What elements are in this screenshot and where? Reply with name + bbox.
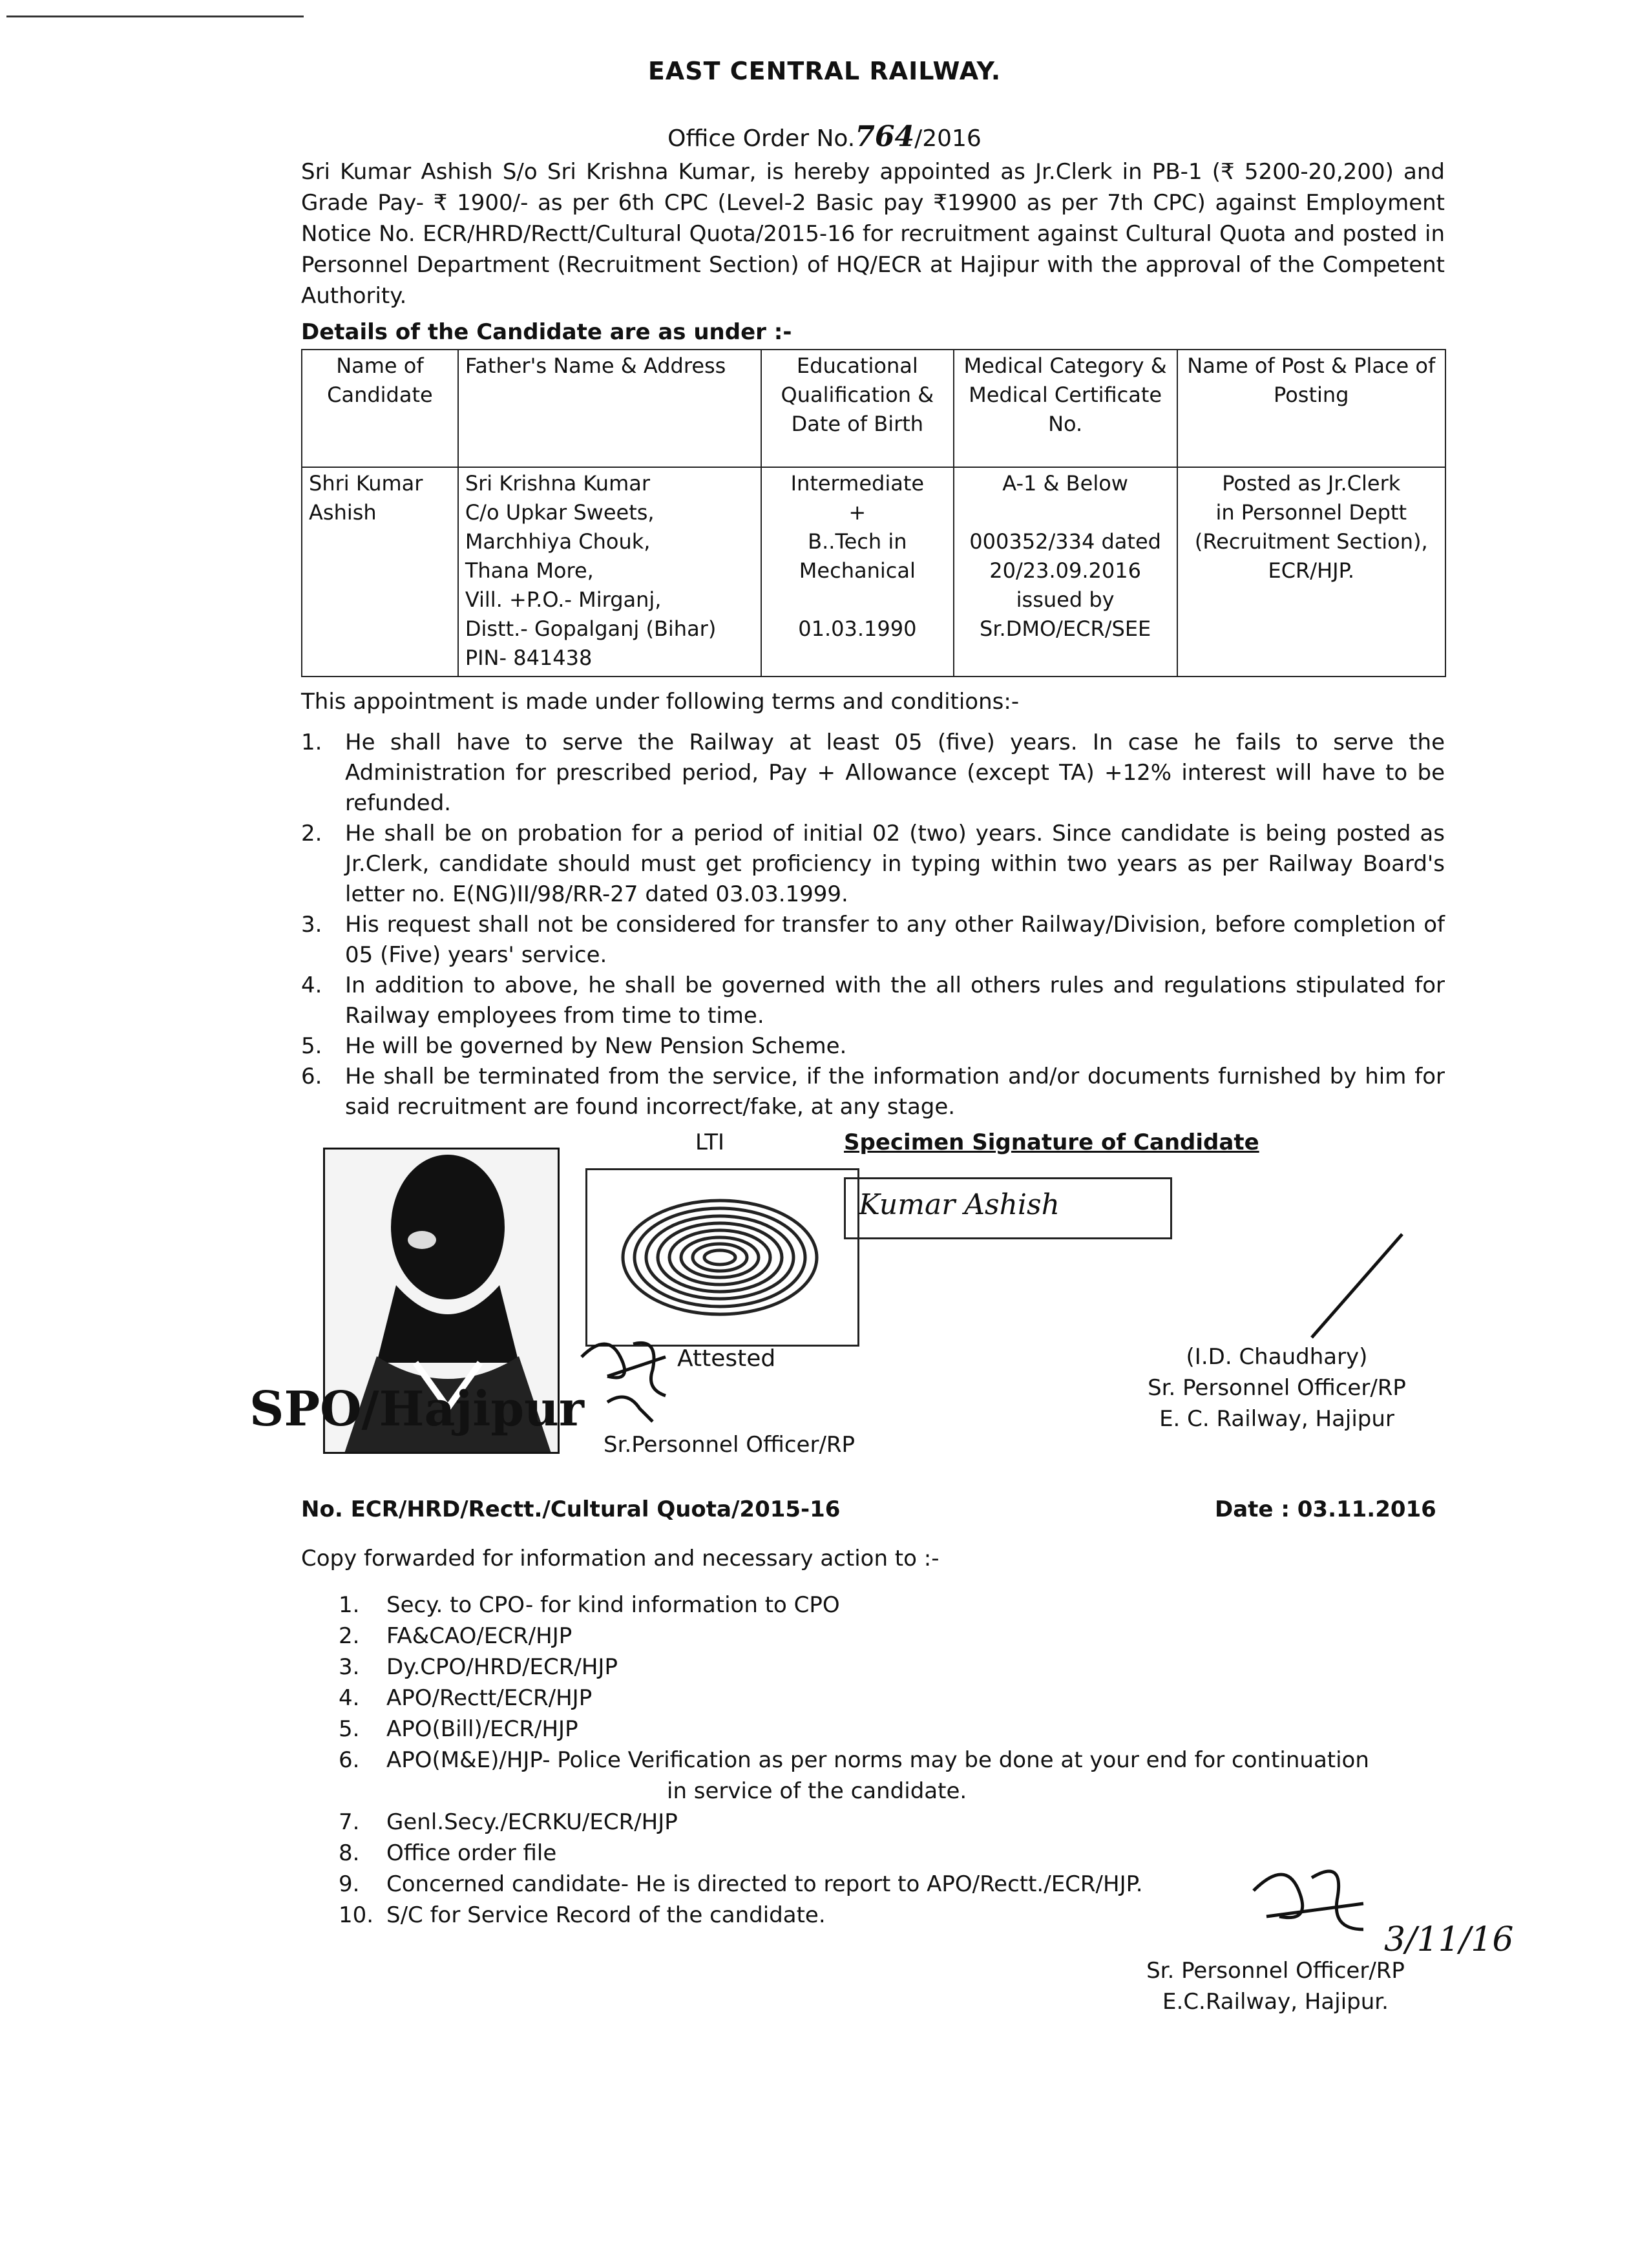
authority-place: E. C. Railway, Hajipur bbox=[1159, 1406, 1394, 1432]
table-header-post: Name of Post & Place of Posting bbox=[1177, 350, 1445, 467]
cell-education-dob: Intermediate + B..Tech in Mechanical 01.03.1990 bbox=[761, 467, 954, 677]
authority-designation: Sr. Personnel Officer/RP bbox=[1148, 1375, 1406, 1401]
list-item-number: 2. bbox=[301, 821, 322, 846]
list-item-text: Genl.Secy./ECRKU/ECR/HJP bbox=[386, 1809, 678, 1835]
list-item bbox=[301, 728, 1445, 819]
authority-name: (I.D. Chaudhary) bbox=[1186, 1344, 1368, 1370]
list-item-number: 1. bbox=[339, 1592, 360, 1618]
list-item-number: 7. bbox=[339, 1809, 360, 1835]
fingerprint-icon bbox=[587, 1170, 857, 1345]
list-item-continuation: in service of the candidate. bbox=[667, 1778, 967, 1804]
office-order-number bbox=[0, 120, 1649, 153]
list-item-number: 4. bbox=[301, 972, 322, 998]
list-item-number: 2. bbox=[339, 1623, 360, 1649]
forwarding-signatory-block bbox=[1140, 1955, 1411, 2017]
list-item-number: 1. bbox=[301, 730, 322, 755]
list-item bbox=[339, 1621, 1450, 1652]
list-item-text: Dy.CPO/HRD/ECR/HJP bbox=[386, 1654, 618, 1680]
list-item-number: 9. bbox=[339, 1871, 360, 1897]
table-row bbox=[302, 467, 1445, 677]
list-item-text: APO(Bill)/ECR/HJP bbox=[386, 1716, 578, 1742]
list-item-text: He shall be on probation for a period of initial 02 (two) years. Since candidate is being posted as Jr.Clerk, candidate should must get proficiency in typing within two years as per Railway Board's letter no. E(NG)II/98/RR-27 dated 03.03.1999. bbox=[345, 821, 1445, 907]
cell-medical: A-1 & Below 000352/334 dated 20/23.09.2016 issued by Sr.DMO/ECR/SEE bbox=[954, 467, 1177, 677]
terms-intro: This appointment is made under following terms and conditions:- bbox=[301, 689, 1020, 715]
authority-signature-icon bbox=[1299, 1228, 1415, 1344]
order-number-handwritten: 764 bbox=[855, 120, 915, 153]
list-item-number: 5. bbox=[339, 1716, 360, 1742]
attested-label: Attested bbox=[677, 1345, 776, 1372]
signatory-place: E.C.Railway, Hajipur. bbox=[1162, 1989, 1389, 2015]
attesting-officer-signature-icon bbox=[569, 1331, 678, 1428]
handwritten-date: 3/11/16 bbox=[1384, 1920, 1514, 1959]
list-item bbox=[339, 1714, 1450, 1745]
list-item-text: His request shall not be considered for transfer to any other Railway/Division, before completion of 05 (Five) years' service. bbox=[345, 912, 1445, 968]
list-item-number: 10. bbox=[339, 1902, 374, 1928]
list-item bbox=[301, 819, 1445, 910]
order-suffix: /2016 bbox=[914, 125, 982, 152]
cell-post: Posted as Jr.Clerk in Personnel Deptt (Recruitment Section), ECR/HJP. bbox=[1177, 467, 1445, 677]
table-header-medical: Medical Category & Medical Certificate No. bbox=[954, 350, 1177, 467]
list-item bbox=[301, 1062, 1445, 1122]
list-item-text: APO(M&E)/HJP- Police Verification as per norms may be done at your end for continuation bbox=[386, 1747, 1369, 1773]
list-item-number: 5. bbox=[301, 1033, 322, 1059]
list-item-number: 6. bbox=[339, 1747, 360, 1773]
list-item-number: 6. bbox=[301, 1064, 322, 1089]
list-item bbox=[339, 1652, 1450, 1683]
candidate-details-table bbox=[301, 349, 1446, 677]
list-item bbox=[339, 1590, 1450, 1621]
order-prefix: Office Order No. bbox=[667, 125, 856, 152]
table-header-education: Educational Qualification & Date of Birth bbox=[761, 350, 954, 467]
signatory-designation: Sr. Personnel Officer/RP bbox=[1146, 1958, 1405, 1984]
list-item bbox=[301, 971, 1445, 1031]
specimen-signature-box bbox=[844, 1177, 1172, 1239]
thumb-impression-box bbox=[585, 1168, 859, 1347]
copy-forwarded-intro: Copy forwarded for information and necessary action to :- bbox=[301, 1546, 940, 1571]
spo-hajipur-stamp: SPO/Hajipur bbox=[249, 1381, 584, 1437]
list-item-number: 3. bbox=[301, 912, 322, 938]
lti-label: LTI bbox=[695, 1129, 725, 1155]
reference-number: No. ECR/HRD/Rectt./Cultural Quota/2015-16 bbox=[301, 1496, 841, 1522]
forwarding-signature-icon bbox=[1241, 1858, 1370, 1942]
appointment-paragraph: Sri Kumar Ashish S/o Sri Krishna Kumar, is hereby appointed as Jr.Clerk in PB-1 (₹ 5200-20,200) and Grade Pay- ₹ 1900/- as per 6th CPC (Level-2 Basic pay ₹19900 as per 7th CPC) against Employment Notice No. ECR/HRD/Rectt/Cultural Quota/2015-16 for recruitment against Cultural Quota and posted in Personnel Department (Recruitment Section) of HQ/ECR at Hajipur with the approval of the Competent Authority. bbox=[301, 159, 1445, 309]
list-item-text: Concerned candidate- He is directed to report to APO/Rectt./ECR/HJP. bbox=[386, 1871, 1143, 1897]
list-item bbox=[339, 1807, 1450, 1838]
list-item-text: He will be governed by New Pension Scheme. bbox=[345, 1033, 847, 1059]
specimen-signature-label: Specimen Signature of Candidate bbox=[844, 1129, 1259, 1155]
issue-date: Date : 03.11.2016 bbox=[1215, 1496, 1436, 1522]
issuing-authority-block bbox=[1115, 1341, 1438, 1434]
list-item-number: 4. bbox=[339, 1685, 360, 1711]
org-heading: EAST CENTRAL RAILWAY. bbox=[647, 57, 1002, 85]
list-item-number: 8. bbox=[339, 1840, 360, 1866]
list-item bbox=[339, 1683, 1450, 1714]
list-item bbox=[301, 1031, 1445, 1062]
list-item-text: He shall have to serve the Railway at least 05 (five) years. In case he fails to serve the Administration for prescribed period, Pay + Allowance (except TA) +12% interest will have to be refunded. bbox=[345, 730, 1445, 816]
list-item-text: In addition to above, he shall be governed with the all others rules and regulations stipulated for Railway employees from time to time. bbox=[345, 972, 1445, 1029]
list-item-text: Office order file bbox=[386, 1840, 557, 1866]
details-heading: Details of the Candidate are as under :- bbox=[301, 319, 792, 345]
top-rule bbox=[6, 16, 304, 17]
list-item-text: S/C for Service Record of the candidate. bbox=[386, 1902, 826, 1928]
candidate-signature: Kumar Ashish bbox=[859, 1188, 1060, 1221]
attested-by-designation: Sr.Personnel Officer/RP bbox=[604, 1432, 856, 1458]
table-header-father: Father's Name & Address bbox=[458, 350, 761, 467]
table-header-name: Name of Candidate bbox=[302, 350, 458, 467]
list-item-text: FA&CAO/ECR/HJP bbox=[386, 1623, 572, 1649]
list-item-text: Secy. to CPO- for kind information to CPO bbox=[386, 1592, 840, 1618]
list-item bbox=[301, 910, 1445, 971]
list-item-text: APO/Rectt/ECR/HJP bbox=[386, 1685, 593, 1711]
list-item-text: He shall be terminated from the service, if the information and/or documents furnished by him for said recruitment are found incorrect/fake, at any stage. bbox=[345, 1064, 1445, 1120]
cell-father-address: Sri Krishna Kumar C/o Upkar Sweets, Marchhiya Chouk, Thana More, Vill. +P.O.- Mirganj, Distt.- Gopalganj (Bihar) PIN- 841438 bbox=[458, 467, 761, 677]
list-item-number: 3. bbox=[339, 1654, 360, 1680]
cell-candidate-name: Shri Kumar Ashish bbox=[302, 467, 458, 677]
terms-list bbox=[301, 728, 1445, 1122]
list-item bbox=[339, 1745, 1450, 1776]
